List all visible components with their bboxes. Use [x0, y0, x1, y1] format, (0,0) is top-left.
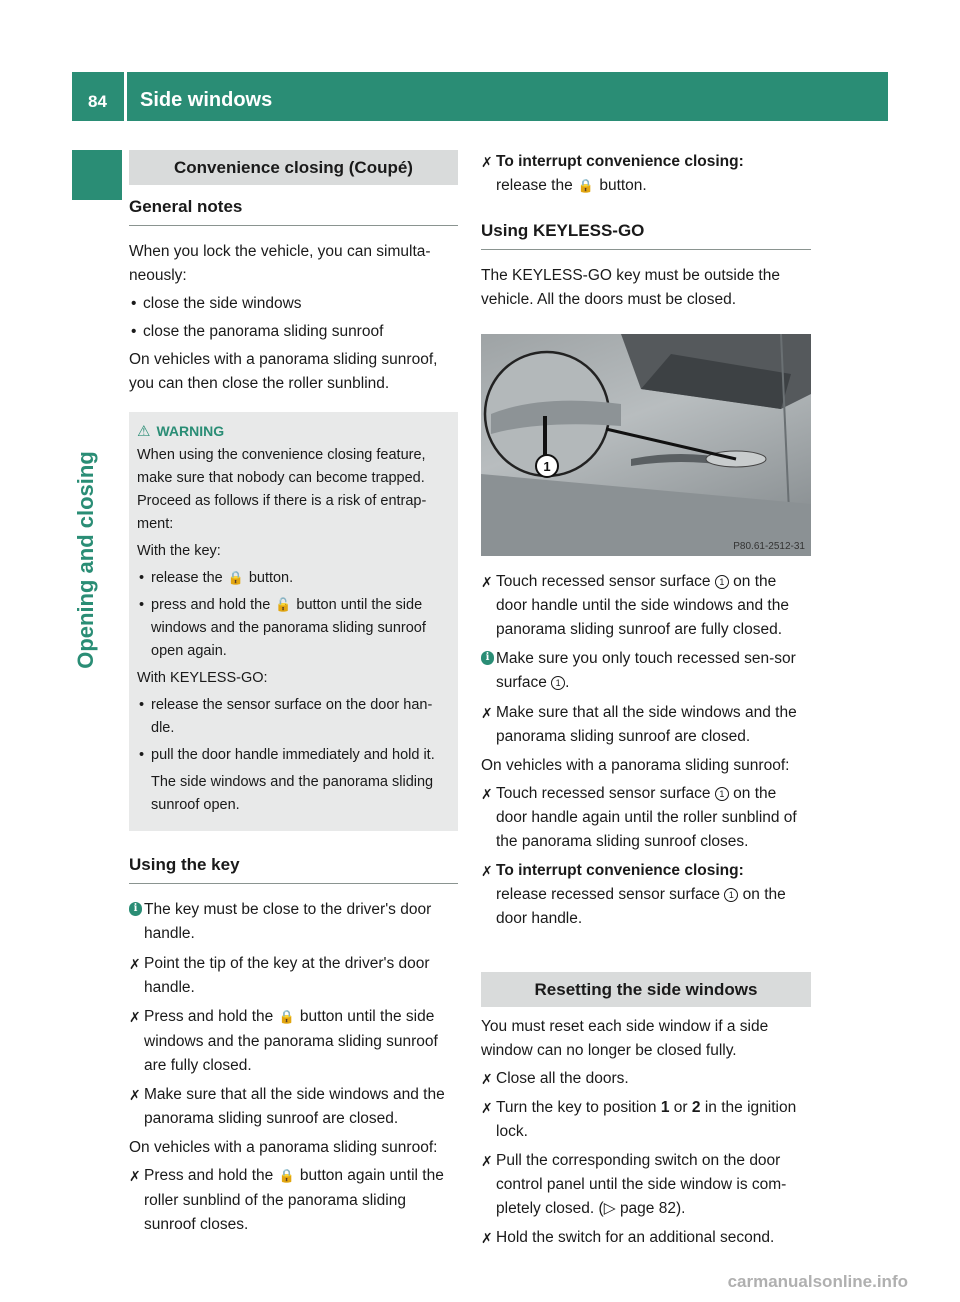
step-item	[129, 1005, 458, 1078]
lock-icon: 🔒	[278, 1169, 295, 1184]
step-text: release recessed sensor surface	[496, 886, 721, 903]
callout-number: 1	[543, 459, 551, 474]
step-label: To interrupt convenience closing:	[496, 862, 744, 879]
step-text: in the ignition lock.	[496, 1099, 797, 1140]
step-text: release the	[496, 177, 573, 194]
step-arrow-icon: ✗	[481, 1100, 493, 1116]
door-handle-illustration	[481, 334, 811, 556]
sunroof-condition: On vehicles with a panorama sliding sunroof:	[481, 757, 790, 774]
step-text: Point the tip of the key at the driver's door handle.	[144, 955, 430, 996]
info-text: .	[565, 674, 570, 691]
warning-text: When using the convenience closing feature, make sure that nobody can become trapped. Proceed as follows if there is a risk of entrap-ment:	[137, 447, 427, 532]
chapter-tab	[72, 150, 122, 200]
header-divider	[124, 72, 127, 121]
door-handle-figure	[481, 334, 811, 556]
step-item	[481, 859, 811, 931]
step-text: Pull the corresponding switch on the door control panel until the side window is com-pletely closed. (	[496, 1152, 787, 1217]
list-item	[137, 567, 450, 590]
step-arrow-icon: ✗	[481, 705, 493, 721]
step-text: button.	[599, 177, 647, 194]
step-item	[481, 1226, 811, 1250]
step-arrow-icon: ✗	[481, 574, 493, 590]
left-column	[129, 150, 458, 1242]
key-position: 2	[691, 1099, 701, 1116]
callout-1-icon: 1	[551, 676, 565, 690]
intro-text-2: On vehicles with a panorama sliding sunroof, you can then close the roller sunblind.	[129, 351, 438, 392]
list-item: • close the side windows	[129, 292, 458, 316]
step-arrow-icon: ✗	[481, 1230, 493, 1246]
step-arrow-icon: ✗	[129, 956, 141, 972]
list-item: • release the sensor surface on the door han-dle.	[137, 694, 450, 740]
sunroof-condition: On vehicles with a panorama sliding sunroof:	[129, 1139, 438, 1156]
step-text: Close all the doors.	[496, 1070, 629, 1087]
info-icon: i	[129, 902, 142, 916]
page-title: Side windows	[140, 89, 273, 111]
step-text: or	[673, 1099, 688, 1116]
step-text: Touch recessed sensor surface	[496, 573, 711, 590]
page-ref-arrow-icon: ▷	[603, 1200, 616, 1217]
step-arrow-icon: ✗	[129, 1087, 141, 1103]
step-item	[129, 1164, 458, 1237]
step-item	[481, 1149, 811, 1221]
step-item	[481, 1067, 811, 1091]
using-key-heading: Using the key	[129, 853, 458, 884]
list-item: • pull the door handle immediately and hold it.	[137, 744, 450, 767]
warning-triangle-icon: ⚠	[137, 423, 151, 440]
list-text: press and hold the	[151, 597, 271, 613]
step-text: Turn the key to position	[496, 1099, 657, 1116]
warning-header	[137, 420, 450, 444]
step-arrow-icon: ✗	[129, 1168, 141, 1184]
step-item	[481, 701, 811, 749]
lock-icon: 🔒	[278, 1010, 295, 1025]
step-item	[129, 952, 458, 1000]
result-note: The side windows and the panorama sliding sunroof open.	[151, 774, 434, 813]
page-reference[interactable]: page 82).	[619, 1200, 686, 1217]
with-keyless-label: With KEYLESS-GO:	[137, 670, 268, 686]
intro-text: When you lock the vehicle, you can simulta-neously:	[129, 243, 431, 284]
info-text: The key must be close to the driver's door handle.	[144, 901, 432, 942]
step-arrow-icon: ✗	[481, 786, 493, 802]
callout-1-icon: 1	[715, 787, 729, 801]
step-item	[481, 1096, 811, 1144]
list-text: release the	[151, 570, 223, 586]
step-text: on the door handle until the side windows and the panorama sliding sunroof are fully closed.	[496, 573, 789, 638]
step-arrow-icon: ✗	[481, 1071, 493, 1087]
list-text: button.	[248, 570, 294, 586]
unlock-icon: 🔓	[275, 598, 292, 613]
info-icon: i	[481, 651, 494, 665]
lock-icon: 🔒	[577, 179, 595, 194]
step-text: button again until the roller sunblind of the panorama sliding sunroof closes.	[144, 1167, 444, 1233]
figure-id: P80.61-2512-31	[733, 541, 805, 552]
key-position: 1	[660, 1099, 670, 1116]
info-text: Make sure you only touch recessed sen-sor surface	[496, 650, 796, 691]
section-title-reset-windows: Resetting the side windows	[481, 972, 811, 1007]
step-text: on the door handle.	[496, 886, 786, 927]
warning-title: WARNING	[156, 423, 225, 439]
warning-box	[129, 412, 458, 831]
right-column	[481, 150, 811, 1255]
keyless-intro: The KEYLESS-GO key must be outside the vehicle. All the doors must be closed.	[481, 267, 780, 308]
lock-icon: 🔒	[227, 571, 244, 586]
step-text: Make sure that all the side windows and the panorama sliding sunroof are closed.	[496, 704, 797, 745]
keyless-go-heading: Using KEYLESS-GO	[481, 219, 811, 250]
page-number: 84	[88, 92, 107, 111]
step-text: on the door handle again until the roller sunblind of the panorama sliding sunroof closes.	[496, 785, 797, 850]
step-label: To interrupt convenience closing:	[496, 153, 744, 170]
step-arrow-icon: ✗	[481, 154, 493, 170]
step-arrow-icon: ✗	[481, 863, 493, 879]
watermark: carmanualsonline.info	[727, 1272, 908, 1291]
step-text: Touch recessed sensor surface	[496, 785, 711, 802]
page-header	[72, 72, 888, 121]
step-item	[129, 1083, 458, 1131]
list-text: button until the side windows and the panorama sliding sunroof open again.	[151, 597, 426, 659]
general-notes-heading: General notes	[129, 195, 458, 226]
section-title-convenience-closing: Convenience closing (Coupé)	[129, 150, 458, 185]
info-note	[481, 647, 811, 695]
list-item	[137, 594, 450, 663]
step-text: Press and hold the	[144, 1008, 274, 1025]
step-text: Hold the switch for an additional second.	[496, 1229, 775, 1246]
step-arrow-icon: ✗	[481, 1153, 493, 1169]
step-item	[481, 570, 811, 642]
chapter-label: Opening and closing	[73, 451, 98, 669]
step-item	[481, 150, 811, 199]
step-arrow-icon: ✗	[129, 1009, 141, 1025]
callout-1-icon: 1	[724, 888, 738, 902]
step-item	[481, 782, 811, 854]
list-item: • close the panorama sliding sunroof	[129, 320, 458, 344]
callout-1-icon: 1	[715, 575, 729, 589]
info-note	[129, 898, 458, 946]
step-text: Press and hold the	[144, 1167, 274, 1184]
reset-intro: You must reset each side window if a side window can no longer be closed fully.	[481, 1018, 769, 1059]
step-text: button until the side windows and the panorama sliding sunroof are fully closed.	[144, 1008, 438, 1074]
step-text: Make sure that all the side windows and the panorama sliding sunroof are closed.	[144, 1086, 445, 1127]
with-key-label: With the key:	[137, 543, 221, 559]
